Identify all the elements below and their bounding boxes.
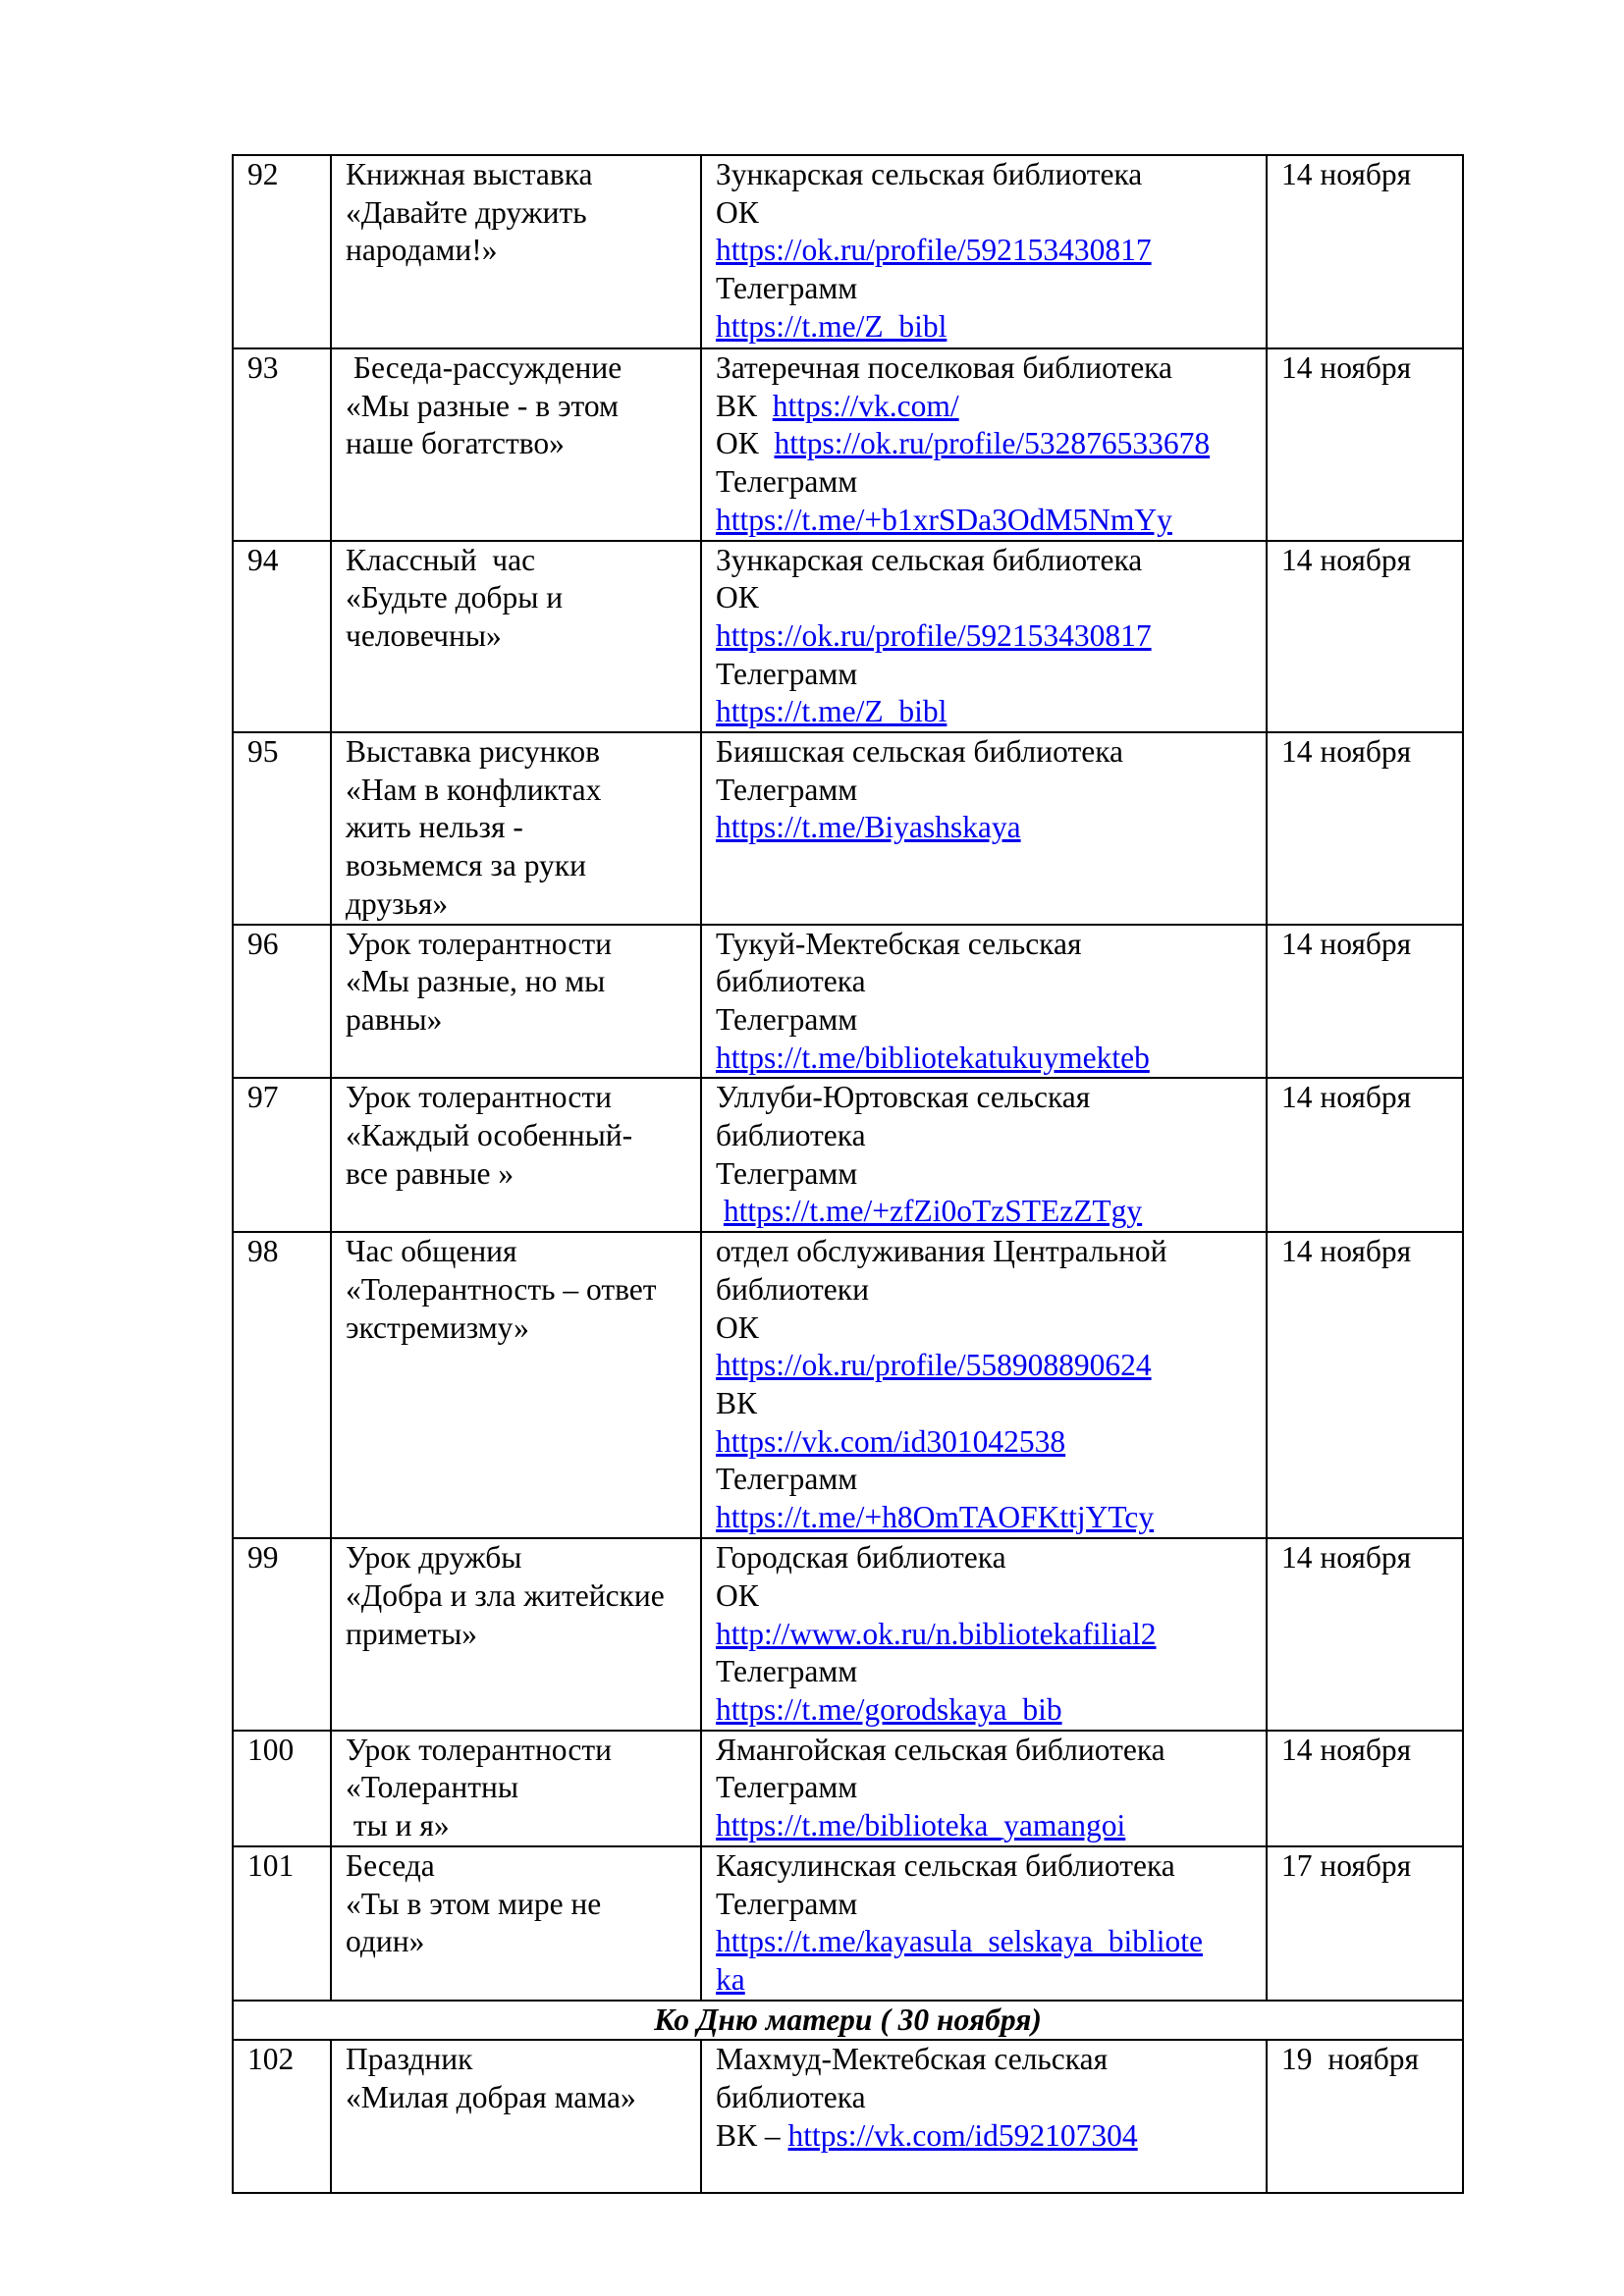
event-line: «Толерантны [346,1770,519,1805]
social-link[interactable]: https://t.me/kayasula_selskaya_bibliote [716,1924,1204,1959]
event-line: Беседа [346,1847,435,1883]
event-line: Урок толерантности [346,1080,612,1115]
event-line: возьмемся за руки [346,848,586,883]
place-cell [701,732,1267,925]
event-line: «Мы разные - в этом [346,388,619,423]
date-cell: 14 ноября [1267,1731,1463,1846]
event-line: ты и я» [346,1808,450,1843]
event-cell [331,348,701,541]
table-row [233,155,1463,348]
link-prefix: ВК [716,388,773,423]
events-table [232,154,1464,2194]
social-link[interactable]: https://t.me/Z_bibl [716,694,947,729]
row-number: 92 [233,155,331,348]
place-line: библиотеки [716,1271,869,1307]
table-row [233,1846,1463,2001]
social-link[interactable]: https://ok.ru/profile/558908890624 [716,1348,1152,1383]
place-cell [701,1846,1267,2001]
event-line: Беседа-рассуждение [346,350,623,385]
event-line: «Давайте дружить [346,194,587,230]
section-header: Ко Дню матери ( 30 ноября) [233,2001,1463,2041]
date-cell: 14 ноября [1267,1232,1463,1538]
row-number: 99 [233,1538,331,1731]
event-line: «Толерантность – ответ [346,1271,657,1307]
date-cell: 14 ноября [1267,1078,1463,1232]
event-line: Классный час [346,542,536,577]
event-line: «Каждый особенный- [346,1118,633,1153]
event-line: человечны» [346,617,502,653]
row-number: 101 [233,1846,331,2001]
event-cell [331,1846,701,2001]
row-number: 93 [233,348,331,541]
event-cell [331,1078,701,1232]
place-line [716,425,1262,463]
social-link[interactable]: https://ok.ru/profile/592153430817 [716,617,1152,653]
place-line: Махмуд-Мектебская сельская [716,2042,1109,2077]
table-row [233,1078,1463,1232]
date-cell: 14 ноября [1267,541,1463,733]
event-cell [331,155,701,348]
event-line: Выставка рисунков [346,734,600,770]
place-line: Каясулинская сельская библиотека [716,1847,1175,1883]
table-row [233,732,1463,925]
event-cell [331,2040,701,2193]
social-link[interactable]: https://t.me/bibliotekatukuymekteb [716,1040,1150,1075]
place-line: Зункарская сельская библиотека [716,542,1143,577]
place-line: Тукуй-Мектебская сельская [716,926,1082,961]
place-cell [701,348,1267,541]
event-line: «Будьте добры и [346,580,564,615]
place-cell [701,1078,1267,1232]
place-cell [701,925,1267,1079]
place-line: библиотека [716,2080,866,2115]
place-line [716,2117,1262,2156]
event-cell [331,1538,701,1731]
event-line: «Мы разные, но мы [346,964,606,999]
event-line: Урок дружбы [346,1540,522,1575]
place-line: Телеграмм [716,1001,858,1037]
place-line: ОК [716,1577,759,1613]
row-number: 98 [233,1232,331,1538]
events-table-body [233,155,1463,2193]
place-line: Телеграмм [716,271,858,306]
place-line: Телеграмм [716,464,858,500]
place-line: Затеречная поселковая библиотека [716,350,1172,385]
place-line: Телеграмм [716,772,858,807]
event-line: Час общения [346,1234,517,1269]
event-line: один» [346,1924,425,1959]
place-line: Уллуби-Юртовская сельская [716,1080,1091,1115]
table-row [233,541,1463,733]
social-link[interactable]: https://t.me/+zfZi0oTzSTEzZTgy [723,1194,1143,1229]
row-number: 95 [233,732,331,925]
row-number: 100 [233,1731,331,1846]
place-line: ВК [716,1385,758,1420]
date-cell: 17 ноября [1267,1846,1463,2001]
event-line: наше богатство» [346,426,565,461]
place-line: Городская библиотека [716,1540,1006,1575]
row-number: 96 [233,925,331,1079]
row-number: 94 [233,541,331,733]
social-link[interactable]: https://vk.com/ [772,388,959,423]
place-line: библиотека [716,964,866,999]
event-line: народами!» [346,233,498,268]
place-line: ОК [716,194,759,230]
place-cell [701,155,1267,348]
row-number: 102 [233,2040,331,2193]
link-prefix [716,1194,724,1228]
event-line: Праздник [346,2042,473,2077]
social-link[interactable]: http://www.ok.ru/n.bibliotekafilial2 [716,1616,1157,1651]
event-cell [331,732,701,925]
row-number: 97 [233,1078,331,1232]
section-header-row [233,2001,1463,2041]
place-line [716,1193,1262,1231]
place-line: Телеграмм [716,1462,858,1497]
place-cell [701,1538,1267,1731]
place-line: Телеграмм [716,1886,858,1921]
event-line: жить нельзя - [346,810,523,845]
social-link[interactable]: https://ok.ru/profile/592153430817 [716,233,1152,268]
event-line: Книжная выставка [346,157,593,191]
social-link[interactable]: https://t.me/gorodskaya_bib [716,1691,1062,1727]
place-line: библиотека [716,1118,866,1153]
table-row [233,1538,1463,1731]
event-cell [331,925,701,1079]
place-line: отдел обслуживания Центральной [716,1234,1167,1269]
date-cell: 14 ноября [1267,732,1463,925]
event-line: Урок толерантности [346,1732,612,1767]
table-row [233,1232,1463,1538]
social-link[interactable]: https://t.me/Biyashskaya [716,810,1021,845]
table-row [233,1731,1463,1846]
event-line: друзья» [346,885,449,921]
place-line: Телеграмм [716,1155,858,1191]
social-link[interactable]: https://vk.com/id592107304 [787,2117,1138,2153]
place-cell [701,1731,1267,1846]
date-cell: 14 ноября [1267,348,1463,541]
date-cell: 14 ноября [1267,155,1463,348]
social-link[interactable]: https://t.me/Z_bibl [716,308,947,344]
table-row [233,2040,1463,2193]
event-line: равны» [346,1001,443,1037]
event-line: «Добра и зла житейские [346,1577,665,1613]
place-line: Телеграмм [716,1770,858,1805]
place-cell [701,2040,1267,2193]
place-line [716,388,1262,426]
event-line: «Нам в конфликтах [346,772,602,807]
event-line: «Ты в этом мире не [346,1886,602,1921]
event-line: все равные » [346,1155,514,1191]
link-prefix: ОК [716,426,775,461]
date-cell: 19 ноября [1267,2040,1463,2193]
table-row [233,925,1463,1079]
place-line: Бияшская сельская библиотека [716,734,1124,770]
place-line: Телеграмм [716,1654,858,1689]
place-line: Зункарская сельская библиотека [716,157,1143,191]
event-line: «Милая добрая мама» [346,2080,636,2115]
social-link[interactable]: ka [716,1961,745,1997]
place-cell [701,541,1267,733]
event-line: приметы» [346,1616,478,1651]
place-cell [701,1232,1267,1538]
social-link[interactable]: https://t.me/+h8OmTAOFKttjYTcy [716,1500,1155,1535]
place-line: ОК [716,580,759,615]
event-line: Урок толерантности [346,926,612,961]
event-cell [331,1232,701,1538]
event-line: экстремизму» [346,1309,529,1345]
social-link[interactable]: https://ok.ru/profile/532876533678 [774,426,1211,461]
social-link[interactable]: https://t.me/biblioteka_yamangoi [716,1808,1126,1843]
social-link[interactable]: https://t.me/+b1xrSDa3OdM5NmYy [716,502,1172,537]
date-cell: 14 ноября [1267,1538,1463,1731]
place-line: Ямангойская сельская библиотека [716,1732,1165,1767]
event-cell [331,1731,701,1846]
link-prefix: ВК – [716,2117,788,2153]
social-link[interactable]: https://vk.com/id301042538 [716,1423,1066,1459]
table-row [233,348,1463,541]
place-line: ОК [716,1309,759,1345]
date-cell: 14 ноября [1267,925,1463,1079]
place-line: Телеграмм [716,656,858,691]
event-cell [331,541,701,733]
